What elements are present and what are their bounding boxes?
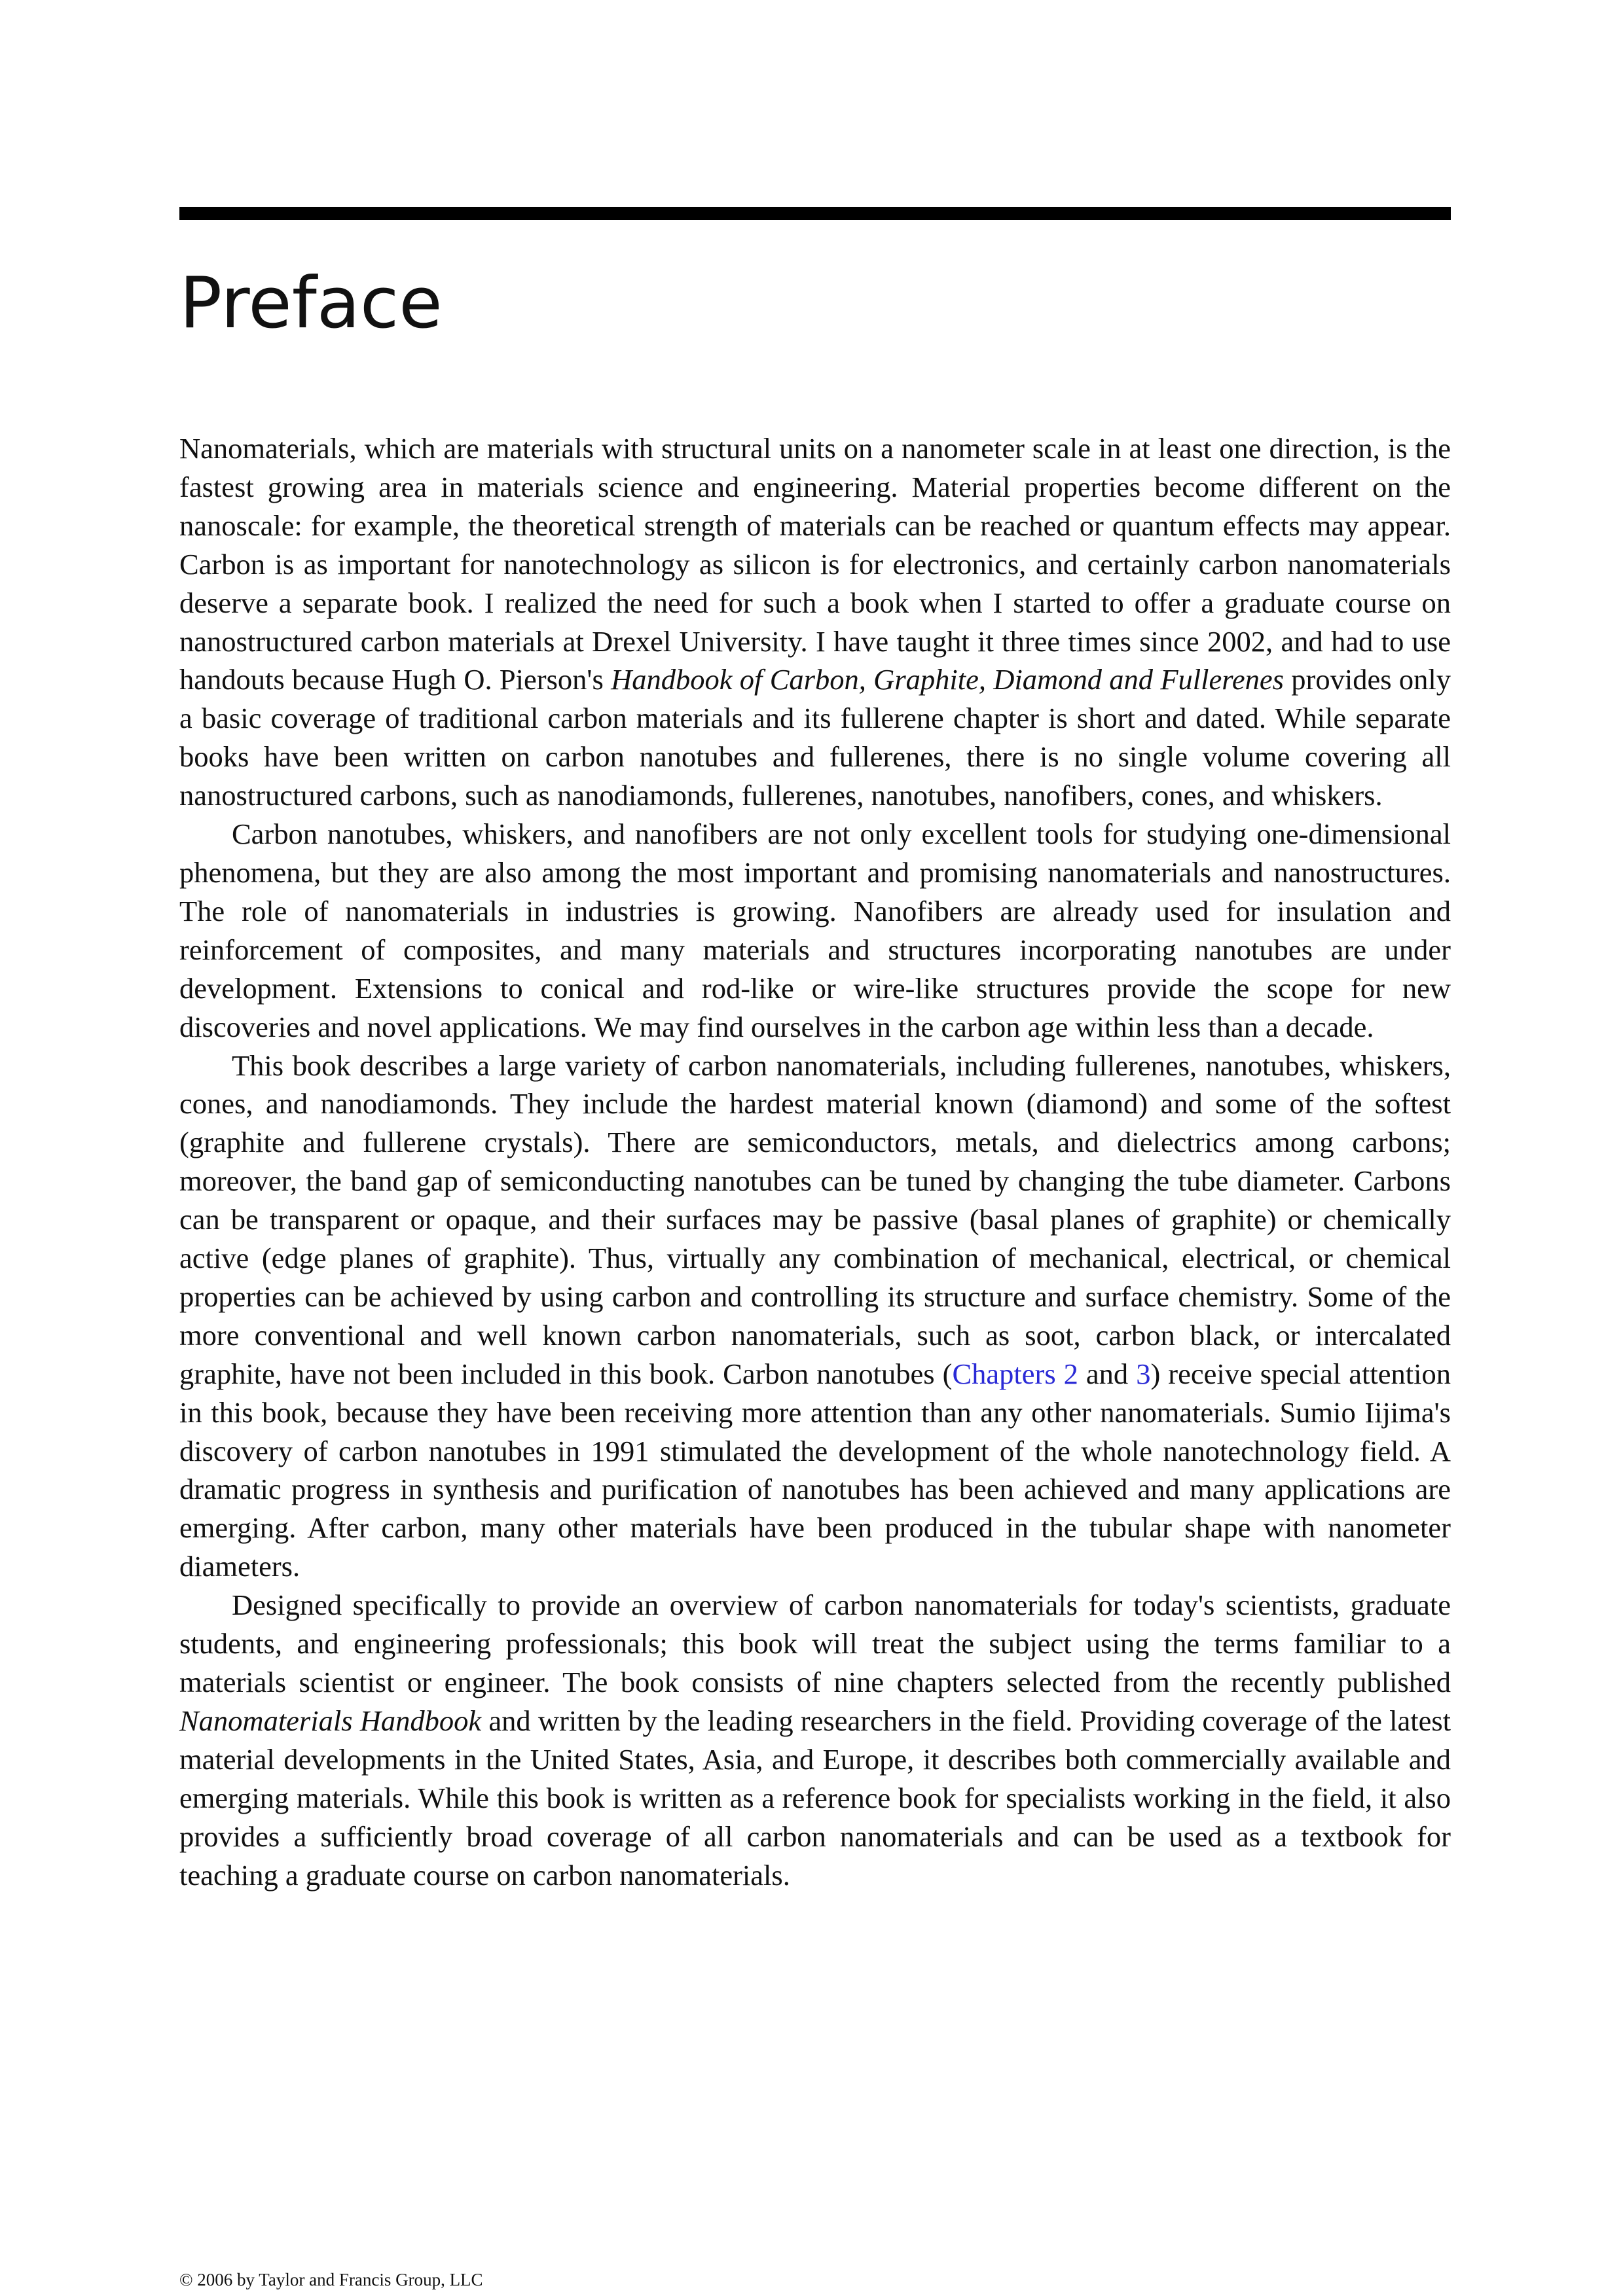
paragraph-3-text-a: This book describes a large variety of carbon nanomaterials, including fullerenes, nanotubes, whiskers, cones, and nanodiamonds. They include the hardest material known (diamond) and some of the softest (graphite and fullerene crystals). There are semiconductors, metals, and dielectrics among carbons; moreover, the band gap of semiconducting nanotubes can be tuned by changing the tube diameter. Carbons can be transparent or opaque, and their surfaces may be passive (basal planes of graphite) or chemically active (edge planes of graphite). Thus, virtually any combination of mechanical, electrical, or chemical properties can be achieved by using carbon and controlling its structure and surface chemistry. Some of the more conventional and well known carbon nanomaterials, such as soot, carbon black, or intercalated graphite, have not been included in this book. Carbon nanotubes ( — [179, 1049, 1451, 1390]
book-title-nanomaterials-handbook: Nanomaterials Handbook — [179, 1704, 482, 1737]
preface-body — [179, 429, 1451, 1894]
paragraph-3-text-b: ) receive special attention in this book, because they have been receiving more attention than any other nanomaterials. Sumio Iijima's discovery of carbon nanotubes in 1991 stimulated the development of the whole nanotechnology field. A dramatic progress in synthesis and purification of nanotubes has been achieved and many applications are emerging. After carbon, many other materials have been produced in the tubular shape with nanometer diameters. — [179, 1357, 1451, 1583]
paragraph-1-text-b: provides only a basic coverage of traditional carbon materials and its fullerene chapter is short and dated. While separate books have been written on carbon nanotubes and fullerenes, there is no single volume covering all nanostructured carbons, such as nanodiamonds, fullerenes, nanotubes, nanofibers, cones, and whiskers. — [179, 663, 1451, 812]
chapter-2-link[interactable]: Chapters 2 — [952, 1357, 1078, 1390]
paragraph-1-text-a: Nanomaterials, which are materials with structural units on a nanometer scale in at least one direction, is the fastest growing area in materials science and engineering. Material properties become different on the nanoscale: for example, the theoretical strength of materials can be reached or quantum effects may appear. Carbon is as important for nanotechnology as silicon is for electronics, and certainly carbon nanomaterials deserve a separate book. I realized the need for such a book when I started to offer a graduate course on nanostructured carbon materials at Drexel University. I have taught it three times since 2002, and had to use handouts because Hugh O. Pierson's — [179, 432, 1451, 696]
page-title: Preface — [179, 262, 443, 344]
paragraph-1 — [179, 429, 1451, 815]
paragraph-4 — [179, 1586, 1451, 1894]
paragraph-3 — [179, 1047, 1451, 1587]
chapter-3-link[interactable]: 3 — [1136, 1357, 1151, 1390]
paragraph-3-and: and — [1078, 1357, 1137, 1390]
paragraph-4-text-a: Designed specifically to provide an overview of carbon nanomaterials for today's scientists, graduate students, and engineering professionals; this book will treat the subject using the terms familiar to a materials scientist or engineer. The book consists of nine chapters selected from the recently published — [179, 1588, 1451, 1698]
book-title-carbon-handbook: Handbook of Carbon, Graphite, Diamond and Fullerenes — [611, 663, 1284, 696]
paragraph-2: Carbon nanotubes, whiskers, and nanofibers are not only excellent tools for studying one-dimensional phenomena, but they are also among the most important and promising nanomaterials and nanostructures. The role of nanomaterials in industries is growing. Nanofibers are already used for insulation and reinforcement of composites, and many materials and structures incorporating nanotubes are under development. Extensions to conical and rod-like or wire-like structures provide the scope for new discoveries and novel applications. We may find ourselves in the carbon age within less than a decade. — [179, 817, 1451, 1043]
paragraph-4-text-b: and written by the leading researchers in the field. Providing coverage of the latest material developments in the United States, Asia, and Europe, it describes both commercially available and emerging materials. While this book is written as a reference book for specialists working in the field, it also provides a sufficiently broad coverage of all carbon nanomaterials and can be used as a textbook for teaching a graduate course on carbon nanomaterials. — [179, 1704, 1451, 1892]
copyright-footer: © 2006 by Taylor and Francis Group, LLC — [179, 2270, 483, 2289]
chapter-top-rule — [179, 207, 1451, 220]
